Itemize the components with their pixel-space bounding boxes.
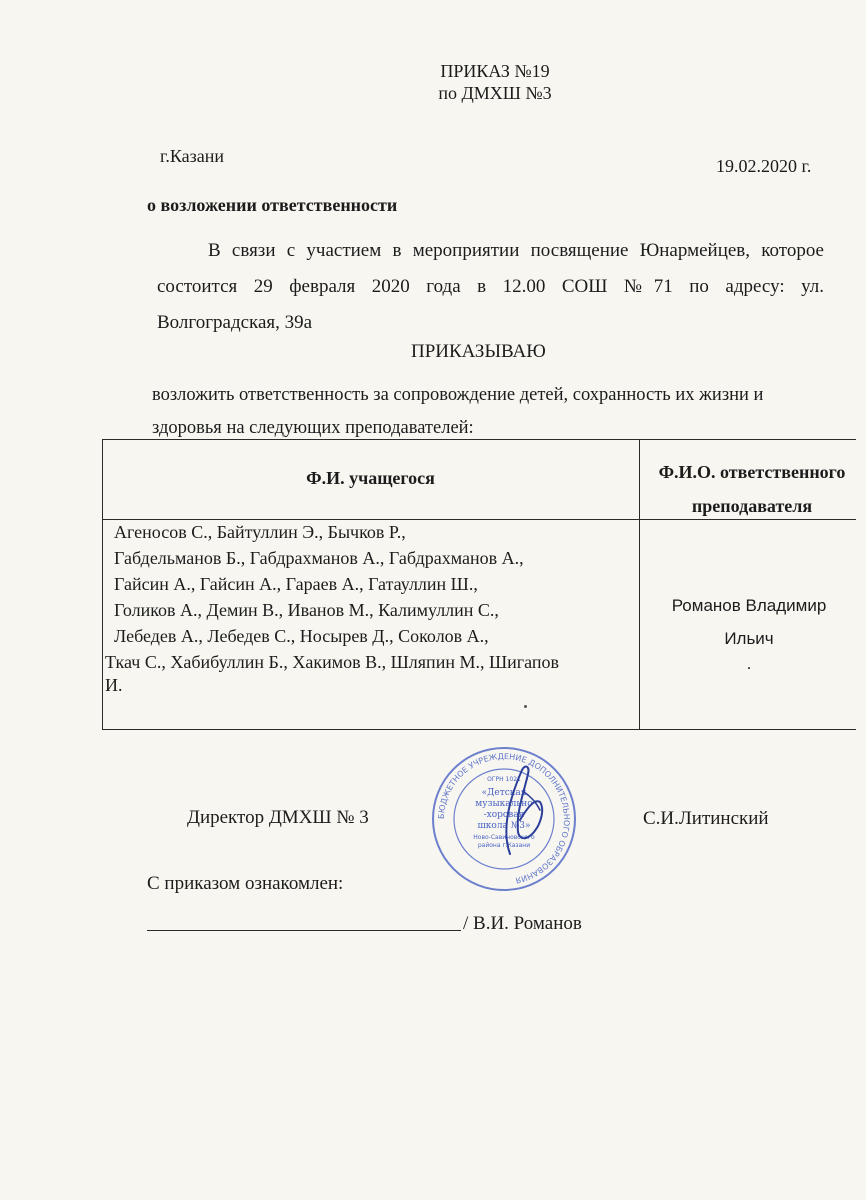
student-line: Агеносов С., Байтуллин Э., Бычков Р.,: [114, 522, 406, 542]
teacher-cell: [642, 589, 856, 673]
students-cell: [105, 519, 632, 695]
student-line: Гайсин А., Гайсин А., Гараев А., Гатауллин Ш.,: [114, 574, 478, 594]
svg-text:ОГРН 1021: ОГРН 1021: [487, 776, 521, 783]
col-header-student: Ф.И. учащегося: [306, 468, 435, 488]
body-line-2: состоится 29 февраля 2020 года в 12.00 СОШ №71 по адресу: ул.: [157, 276, 824, 297]
svg-text:музыкально: музыкально: [475, 799, 533, 809]
acknowledgement-signature-line: [147, 930, 461, 931]
city: г.Казани: [160, 146, 224, 166]
teacher-name-line-2: Ильич: [724, 629, 774, 648]
stamp-outer-text: БЮДЖЕТНОЕ УЧРЕЖДЕНИЕ ДОПОЛНИТЕЛЬНОГО ОБРАЗОВАНИЯ: [436, 751, 572, 885]
acknowledged-name: / В.И. Романов: [463, 913, 582, 934]
teacher-mark: .: [746, 654, 752, 673]
student-line: Лебедев А., Лебедев С., Носырев Д., Соколов А.,: [114, 626, 489, 646]
body-line-3: Волгоградская, 39а: [157, 312, 313, 333]
svg-text:Ново-Савиновского: Ново-Савиновского: [473, 834, 535, 841]
col-header-teacher: [642, 455, 862, 523]
scan-speck: [524, 705, 527, 708]
col-header-teacher-line-1: Ф.И.О. ответственного: [658, 462, 846, 482]
student-line: Ткач С., Хабибуллин Б., Хакимов В., Шляпин М., Шигапов: [105, 652, 560, 672]
student-line: И.: [105, 675, 123, 695]
student-line: Габдельманов Б., Габдрахманов А., Габдрахманов А.,: [114, 548, 524, 568]
body-line-1: В связи с участием в мероприятии посвящение Юнармейцев, которое: [208, 240, 824, 261]
svg-text:-хоровая: -хоровая: [483, 810, 525, 820]
teacher-name-line-1: Романов Владимир: [671, 596, 827, 615]
student-line: Голиков А., Демин В., Иванов М., Калимуллин С.,: [114, 600, 499, 620]
order-word: ПРИКАЗЫВАЮ: [411, 341, 546, 362]
col-header-teacher-line-2: преподавателя: [691, 496, 813, 516]
director-name: С.И.Литинский: [643, 808, 769, 829]
director-signature: [477, 762, 550, 862]
body-line-5: здоровья на следующих преподавателей:: [152, 418, 474, 438]
body-line-4: возложить ответственность за сопровождение детей, сохранность их жизни и: [152, 385, 764, 405]
order-subtitle: по ДМХШ №3: [438, 83, 552, 103]
acknowledged-label: С приказом ознакомлен:: [147, 873, 344, 894]
order-title: ПРИКАЗ №19: [440, 61, 550, 81]
svg-text:«Детская: «Детская: [481, 788, 527, 798]
svg-text:района г.Казани: района г.Казани: [477, 842, 531, 849]
svg-text:школа №3»: школа №3»: [477, 821, 531, 831]
responsibility-table: [102, 439, 856, 730]
director-label: Директор ДМХШ № 3: [187, 807, 369, 828]
order-date: 19.02.2020 г.: [716, 156, 812, 176]
subject: о возложении ответственности: [147, 195, 398, 215]
